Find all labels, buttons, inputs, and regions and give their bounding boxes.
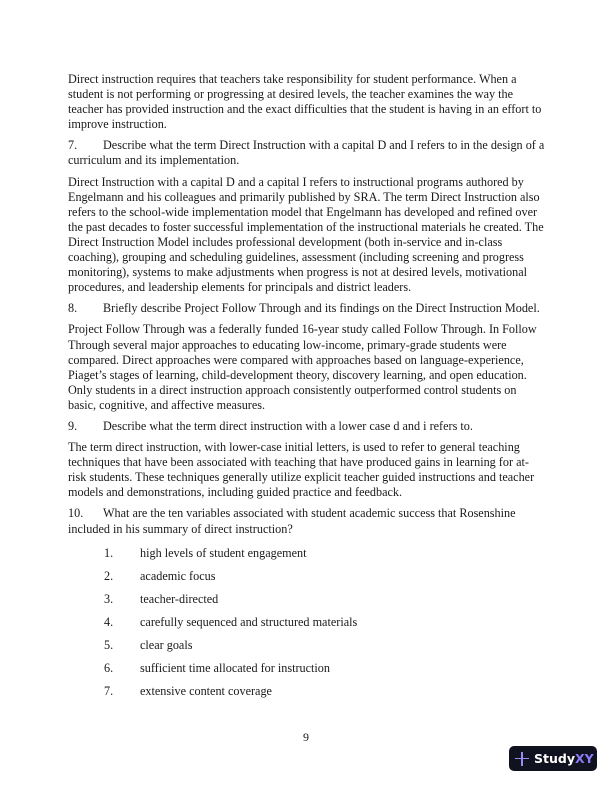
plus-icon (515, 752, 529, 766)
list-item-text: extensive content coverage (140, 683, 272, 698)
question-number: 7. (68, 138, 78, 153)
list-item-number: 5. (104, 637, 114, 652)
question-text: Describe what the term direct instruction with a lower case d and i refers to. (103, 418, 473, 433)
brand-accent: XY (574, 750, 594, 766)
question-text: Describe what the term Direct Instruction with a capital D and I refers to in the design of a curriculum and its implementation. (68, 138, 545, 168)
list-item-number: 7. (104, 683, 114, 698)
question-8 (68, 301, 546, 316)
list-item (68, 684, 546, 707)
list-item-text: academic focus (140, 568, 216, 583)
list-item-number: 4. (104, 614, 114, 629)
list-item (68, 661, 546, 684)
list-item (68, 592, 546, 615)
list-item (68, 569, 546, 592)
list-item-number: 3. (104, 591, 114, 606)
list-item (68, 546, 546, 569)
answer-8: Project Follow Through was a federally funded 16-year study called Follow Through. In Follow Through several major approaches to educating low-income, primary-grade students were compared. Direct approaches were compared with approaches based on language-experience, Piaget’s stages of learning, child-development theory, discovery learning, and open education. Only students in a direct instruction approach consistently outperformed control students on basic, cognitive, and affective measures. (68, 322, 537, 412)
question-number: 8. (68, 301, 78, 316)
list-item-text: carefully sequenced and structured materials (140, 614, 358, 629)
question-number: 9. (68, 418, 78, 433)
list-item-number: 2. (104, 568, 114, 583)
list-item-number: 1. (104, 545, 114, 560)
list-item-text: sufficient time allocated for instruction (140, 660, 330, 675)
question-number: 10. (68, 506, 84, 521)
answer-7: Direct Instruction with a capital D and a capital I refers to instructional programs authored by Engelmann and his colleagues and primarily published by SRA. The term Direct Instruction also refers to the school-wide implementation model that Engelmann has developed and refined over the past decades to foster successful implementation of the instructional materials he created. The Direct Instruction Model includes professional development (both in-service and in-class coaching), grouping and scheduling guidelines, assessment (including screening and progress monitoring), systems to make adjustments when progress is not at desired levels, motivational procedures, and leadership elements for principals and district leaders. (68, 174, 544, 295)
document-page (68, 72, 546, 707)
variables-list (68, 546, 546, 707)
answer-9: The term direct instruction, with lower-case initial letters, is used to refer to general teaching techniques that have been associated with teaching that have produced gains in learning for at-risk students. These techniques generally utilize explicit teacher guided instructions and teacher models and demonstrations, including guided practice and feedback. (68, 440, 535, 500)
question-7 (68, 138, 546, 168)
question-9 (68, 419, 546, 434)
question-text: Briefly describe Project Follow Through and its findings on the Direct Instruction Model. (103, 301, 540, 316)
list-item-text: high levels of student engagement (140, 545, 307, 560)
list-item (68, 615, 546, 638)
studyxy-watermark-badge[interactable] (509, 746, 597, 771)
list-item-text: clear goals (140, 637, 193, 652)
brand-main: Study (534, 750, 575, 766)
list-item (68, 638, 546, 661)
question-10 (68, 506, 546, 536)
list-item-number: 6. (104, 660, 114, 675)
list-item-text: teacher-directed (140, 591, 219, 606)
intro-paragraph: Direct instruction requires that teachers take responsibility for student performance. When a student is not performing or progressing at desired levels, the teacher examines the way the teacher has provided instruction and the exact difficulties that the student is having in an effort to improve instruction. (68, 72, 542, 132)
page-number: 9 (303, 730, 309, 744)
question-text: What are the ten variables associated with student academic success that Rosenshine included in his summary of direct instruction? (68, 506, 516, 536)
